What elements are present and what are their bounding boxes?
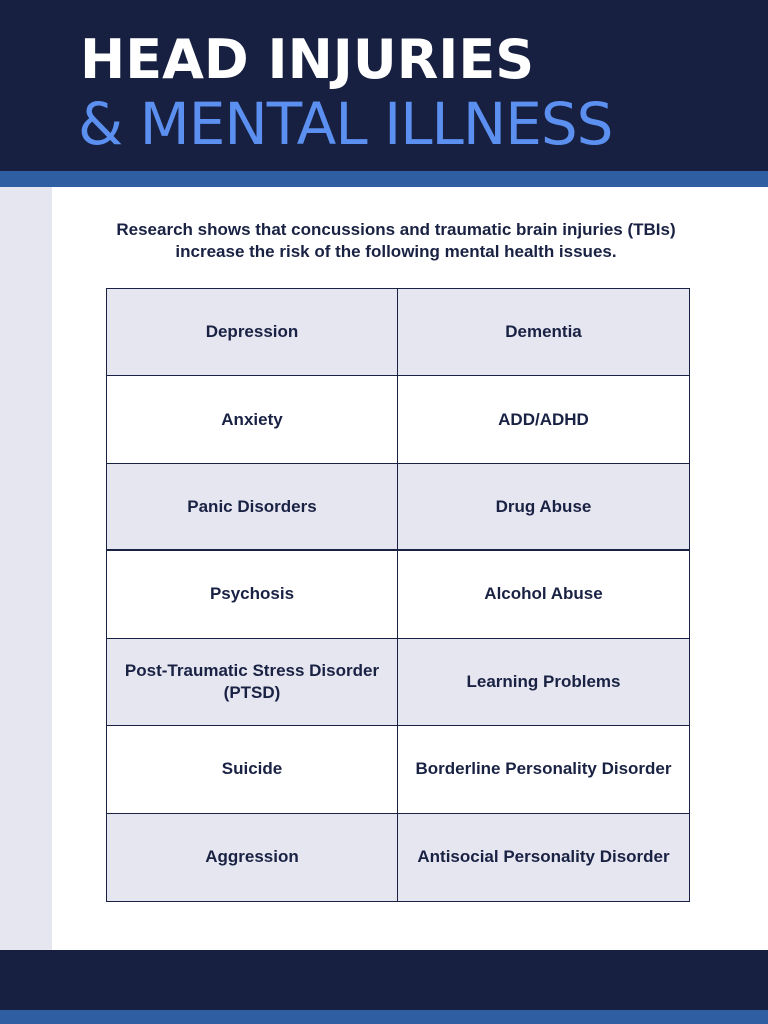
intro-text: Research shows that concussions and traumatic brain injuries (TBIs) increase the risk of the following mental health issues.: [116, 220, 676, 261]
mental-health-issues-table: [106, 288, 690, 902]
table-cell: Dementia: [398, 289, 689, 376]
table-cell: Anxiety: [107, 376, 398, 463]
table-cell: Antisocial Personality Disorder: [398, 814, 689, 901]
table-cell: Panic Disorders: [107, 464, 398, 551]
table-cell: Suicide: [107, 726, 398, 813]
table-cell: Learning Problems: [398, 639, 689, 726]
left-decorative-band: [0, 187, 52, 950]
table-cell: Alcohol Abuse: [398, 551, 689, 638]
footer-banner: [0, 950, 768, 1010]
table-cell: Depression: [107, 289, 398, 376]
table-cell: Borderline Personality Disorder: [398, 726, 689, 813]
page-title: HEAD INJURIES: [80, 28, 535, 91]
header-banner: [0, 0, 768, 171]
table-cell: Drug Abuse: [398, 464, 689, 551]
table-cell: Aggression: [107, 814, 398, 901]
table-cell: Psychosis: [107, 551, 398, 638]
table-cell: Post-Traumatic Stress Disorder (PTSD): [107, 639, 398, 726]
header-accent-stripe: [0, 171, 768, 187]
table-cell: ADD/ADHD: [398, 376, 689, 463]
footer-accent-stripe: [0, 1010, 768, 1024]
page-subtitle: & MENTAL ILLNESS: [78, 90, 613, 158]
